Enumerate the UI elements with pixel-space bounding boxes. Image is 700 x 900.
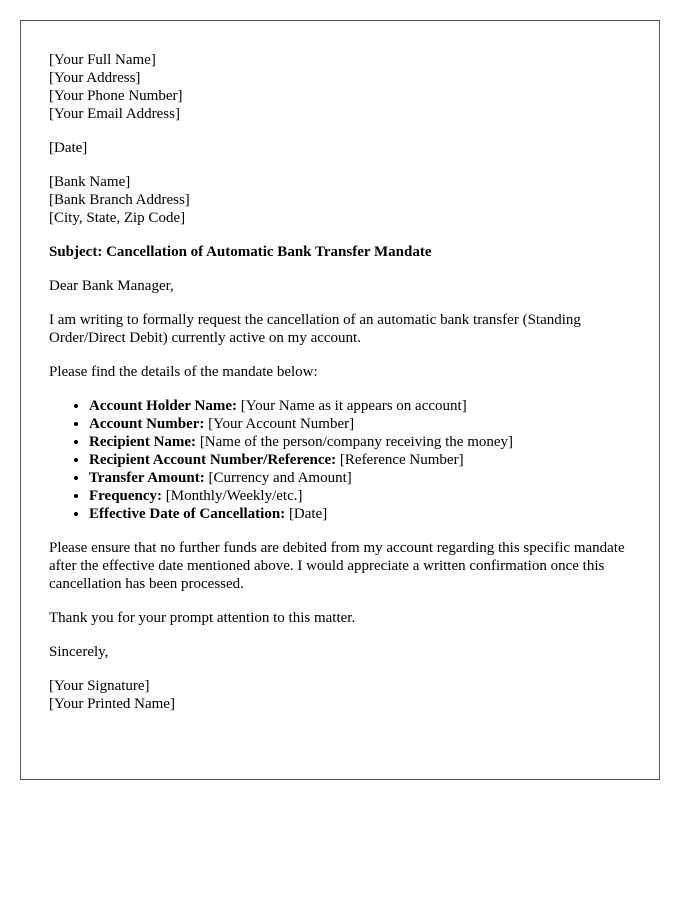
list-item (89, 487, 631, 505)
intro-paragraph: I am writing to formally request the cancellation of an automatic bank transfer (Standing Order/Direct Debit) currently active on my account. (49, 312, 581, 346)
list-item (89, 469, 631, 487)
sender-phone: [Your Phone Number] (49, 88, 183, 104)
detail-value: [Reference Number] (336, 452, 464, 468)
salutation: Dear Bank Manager, (49, 278, 174, 294)
printed-name: [Your Printed Name] (49, 696, 175, 712)
detail-value: [Your Name as it appears on account] (237, 398, 467, 414)
bank-city-state-zip: [City, State, Zip Code] (49, 210, 186, 226)
detail-value: [Monthly/Weekly/etc.] (162, 488, 303, 504)
detail-label: Effective Date of Cancellation: (89, 506, 286, 522)
signature-placeholder: [Your Signature] (49, 678, 150, 694)
recipient-block (49, 173, 631, 227)
list-item (89, 505, 631, 523)
sender-email: [Your Email Address] (49, 106, 180, 122)
detail-label: Account Holder Name: (89, 398, 238, 414)
detail-label: Account Number: (89, 416, 205, 432)
sender-block (49, 51, 631, 123)
detail-value: [Currency and Amount] (204, 470, 352, 486)
letter-date: [Date] (49, 140, 88, 156)
bank-branch-address: [Bank Branch Address] (49, 192, 190, 208)
thanks-paragraph: Thank you for your prompt attention to this matter. (49, 610, 356, 626)
list-item (89, 433, 631, 451)
detail-value: [Date] (285, 506, 328, 522)
details-intro: Please find the details of the mandate below: (49, 364, 318, 380)
signature-block (49, 677, 631, 713)
detail-label: Frequency: (89, 488, 163, 504)
detail-label: Transfer Amount: (89, 470, 205, 486)
bank-name: [Bank Name] (49, 174, 131, 190)
mandate-details-list (49, 397, 631, 523)
detail-value: [Name of the person/company receiving the money] (196, 434, 514, 450)
list-item (89, 397, 631, 415)
letter (20, 20, 660, 780)
detail-label: Recipient Account Number/Reference: (89, 452, 337, 468)
closing: Sincerely, (49, 644, 109, 660)
request-paragraph: Please ensure that no further funds are debited from my account regarding this specific mandate after the effective date mentioned above. I would appreciate a written confirmation once this cancellation has been processed. (49, 540, 625, 592)
sender-name: [Your Full Name] (49, 52, 156, 68)
list-item (89, 451, 631, 469)
sender-address: [Your Address] (49, 70, 141, 86)
list-item (89, 415, 631, 433)
detail-value: [Your Account Number] (204, 416, 355, 432)
date-block (49, 139, 631, 157)
detail-label: Recipient Name: (89, 434, 197, 450)
subject-line: Subject: Cancellation of Automatic Bank Transfer Mandate (49, 244, 432, 260)
